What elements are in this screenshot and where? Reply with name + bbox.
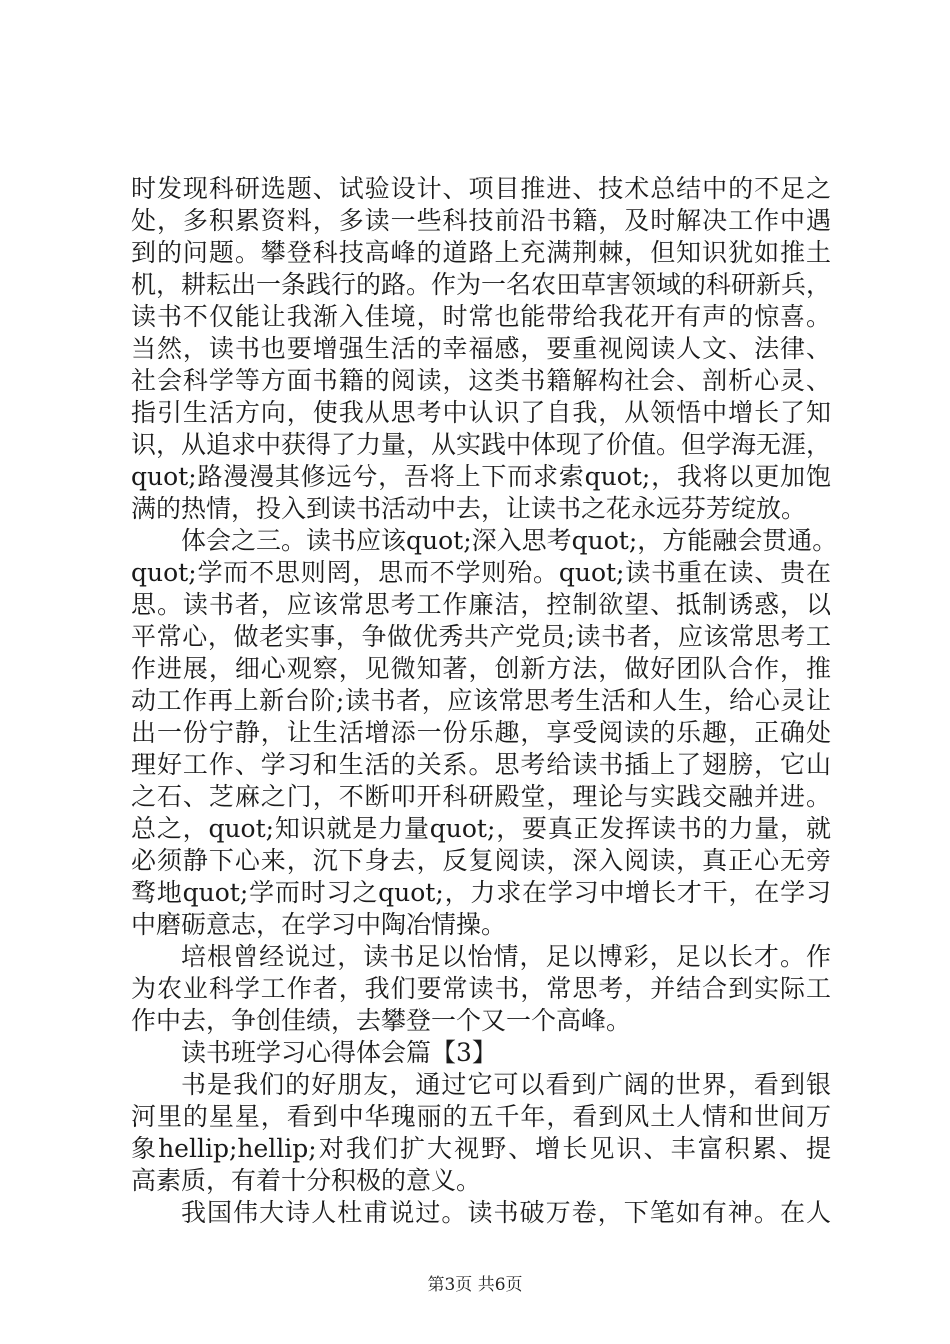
text-line: 满的热情，投入到读书活动中去，让读书之花永远芬芳绽放。 <box>131 494 807 523</box>
text-line: 作进展，细心观察，见微知著，创新方法，做好团队合作，推 <box>131 654 831 683</box>
text-line: 机，耕耘出一条践行的路。作为一名农田草害领域的科研新兵， <box>131 270 832 299</box>
text-line: 骛地quot;学而时习之quot;，力求在学习中增长才干，在学习 <box>131 878 831 907</box>
text-line: 思。读书者，应该常思考工作廉洁，控制欲望、抵制诱惑，以 <box>131 590 831 619</box>
document-body <box>131 173 838 1229</box>
text-line: 出一份宁静，让生活增添一份乐趣，享受阅读的乐趣，正确处 <box>131 718 831 747</box>
text-line: 之石、芝麻之门，不断叩开科研殿堂，理论与实践交融并进。 <box>131 782 831 811</box>
text-line: 平常心，做老实事，争做优秀共产党员;读书者，应该常思考工 <box>131 622 831 651</box>
text-line: 河里的星星，看到中华瑰丽的五千年，看到风土人情和世间万 <box>131 1102 831 1131</box>
text-line: 作中去，争创佳绩，去攀登一个又一个高峰。 <box>131 1006 632 1035</box>
text-line: 我国伟大诗人杜甫说过。读书破万卷，下笔如有神。在人 <box>181 1198 831 1227</box>
text-line: 处，多积累资料，多读一些科技前沿书籍，及时解决工作中遇 <box>131 206 831 235</box>
text-line: 社会科学等方面书籍的阅读，这类书籍解构社会、剖析心灵、 <box>131 366 831 395</box>
text-line: 培根曾经说过，读书足以怡情，足以博彩，足以长才。作 <box>181 942 831 971</box>
text-line: 指引生活方向，使我从思考中认识了自我，从领悟中增长了知 <box>131 398 831 427</box>
text-line: quot;学而不思则罔，思而不学则殆。quot;读书重在读、贵在 <box>131 558 831 587</box>
page-footer: 第3页 共6页 <box>427 1275 523 1295</box>
text-line: 总之，quot;知识就是力量quot;，要真正发挥读书的力量，就 <box>131 814 831 843</box>
text-line: 书是我们的好朋友，通过它可以看到广阔的世界，看到银 <box>181 1070 831 1099</box>
text-line: 高素质，有着十分积极的意义。 <box>131 1166 482 1195</box>
text-line: 当然，读书也要增强生活的幸福感，要重视阅读人文、法律、 <box>131 334 831 363</box>
text-line: 读书班学习心得体会篇【3】 <box>181 1038 497 1067</box>
text-line: 识，从追求中获得了力量，从实践中体现了价值。但学海无涯， <box>131 430 832 459</box>
text-line: 时发现科研选题、试验设计、项目推进、技术总结中的不足之 <box>131 174 831 203</box>
text-line: 体会之三。读书应该quot;深入思考quot;，方能融会贯通。 <box>181 526 838 555</box>
text-line: quot;路漫漫其修远兮，吾将上下而求索quot;，我将以更加饱 <box>131 462 831 491</box>
text-line: 为农业科学工作者，我们要常读书，常思考，并结合到实际工 <box>131 974 831 1003</box>
text-line: 读书不仅能让我渐入佳境，时常也能带给我花开有声的惊喜。 <box>131 302 831 331</box>
text-line: 必须静下心来，沉下身去，反复阅读，深入阅读，真正心无旁 <box>131 846 831 875</box>
text-line: 象hellip;hellip;对我们扩大视野、增长见识、丰富积累、提 <box>131 1134 831 1163</box>
text-line: 到的问题。攀登科技高峰的道路上充满荆棘，但知识犹如推土 <box>131 238 831 267</box>
text-line: 中磨砺意志，在学习中陶冶情操。 <box>131 910 507 939</box>
text-line: 动工作再上新台阶;读书者，应该常思考生活和人生，给心灵让 <box>131 686 831 715</box>
text-line: 理好工作、学习和生活的关系。思考给读书插上了翅膀，它山 <box>131 750 831 779</box>
